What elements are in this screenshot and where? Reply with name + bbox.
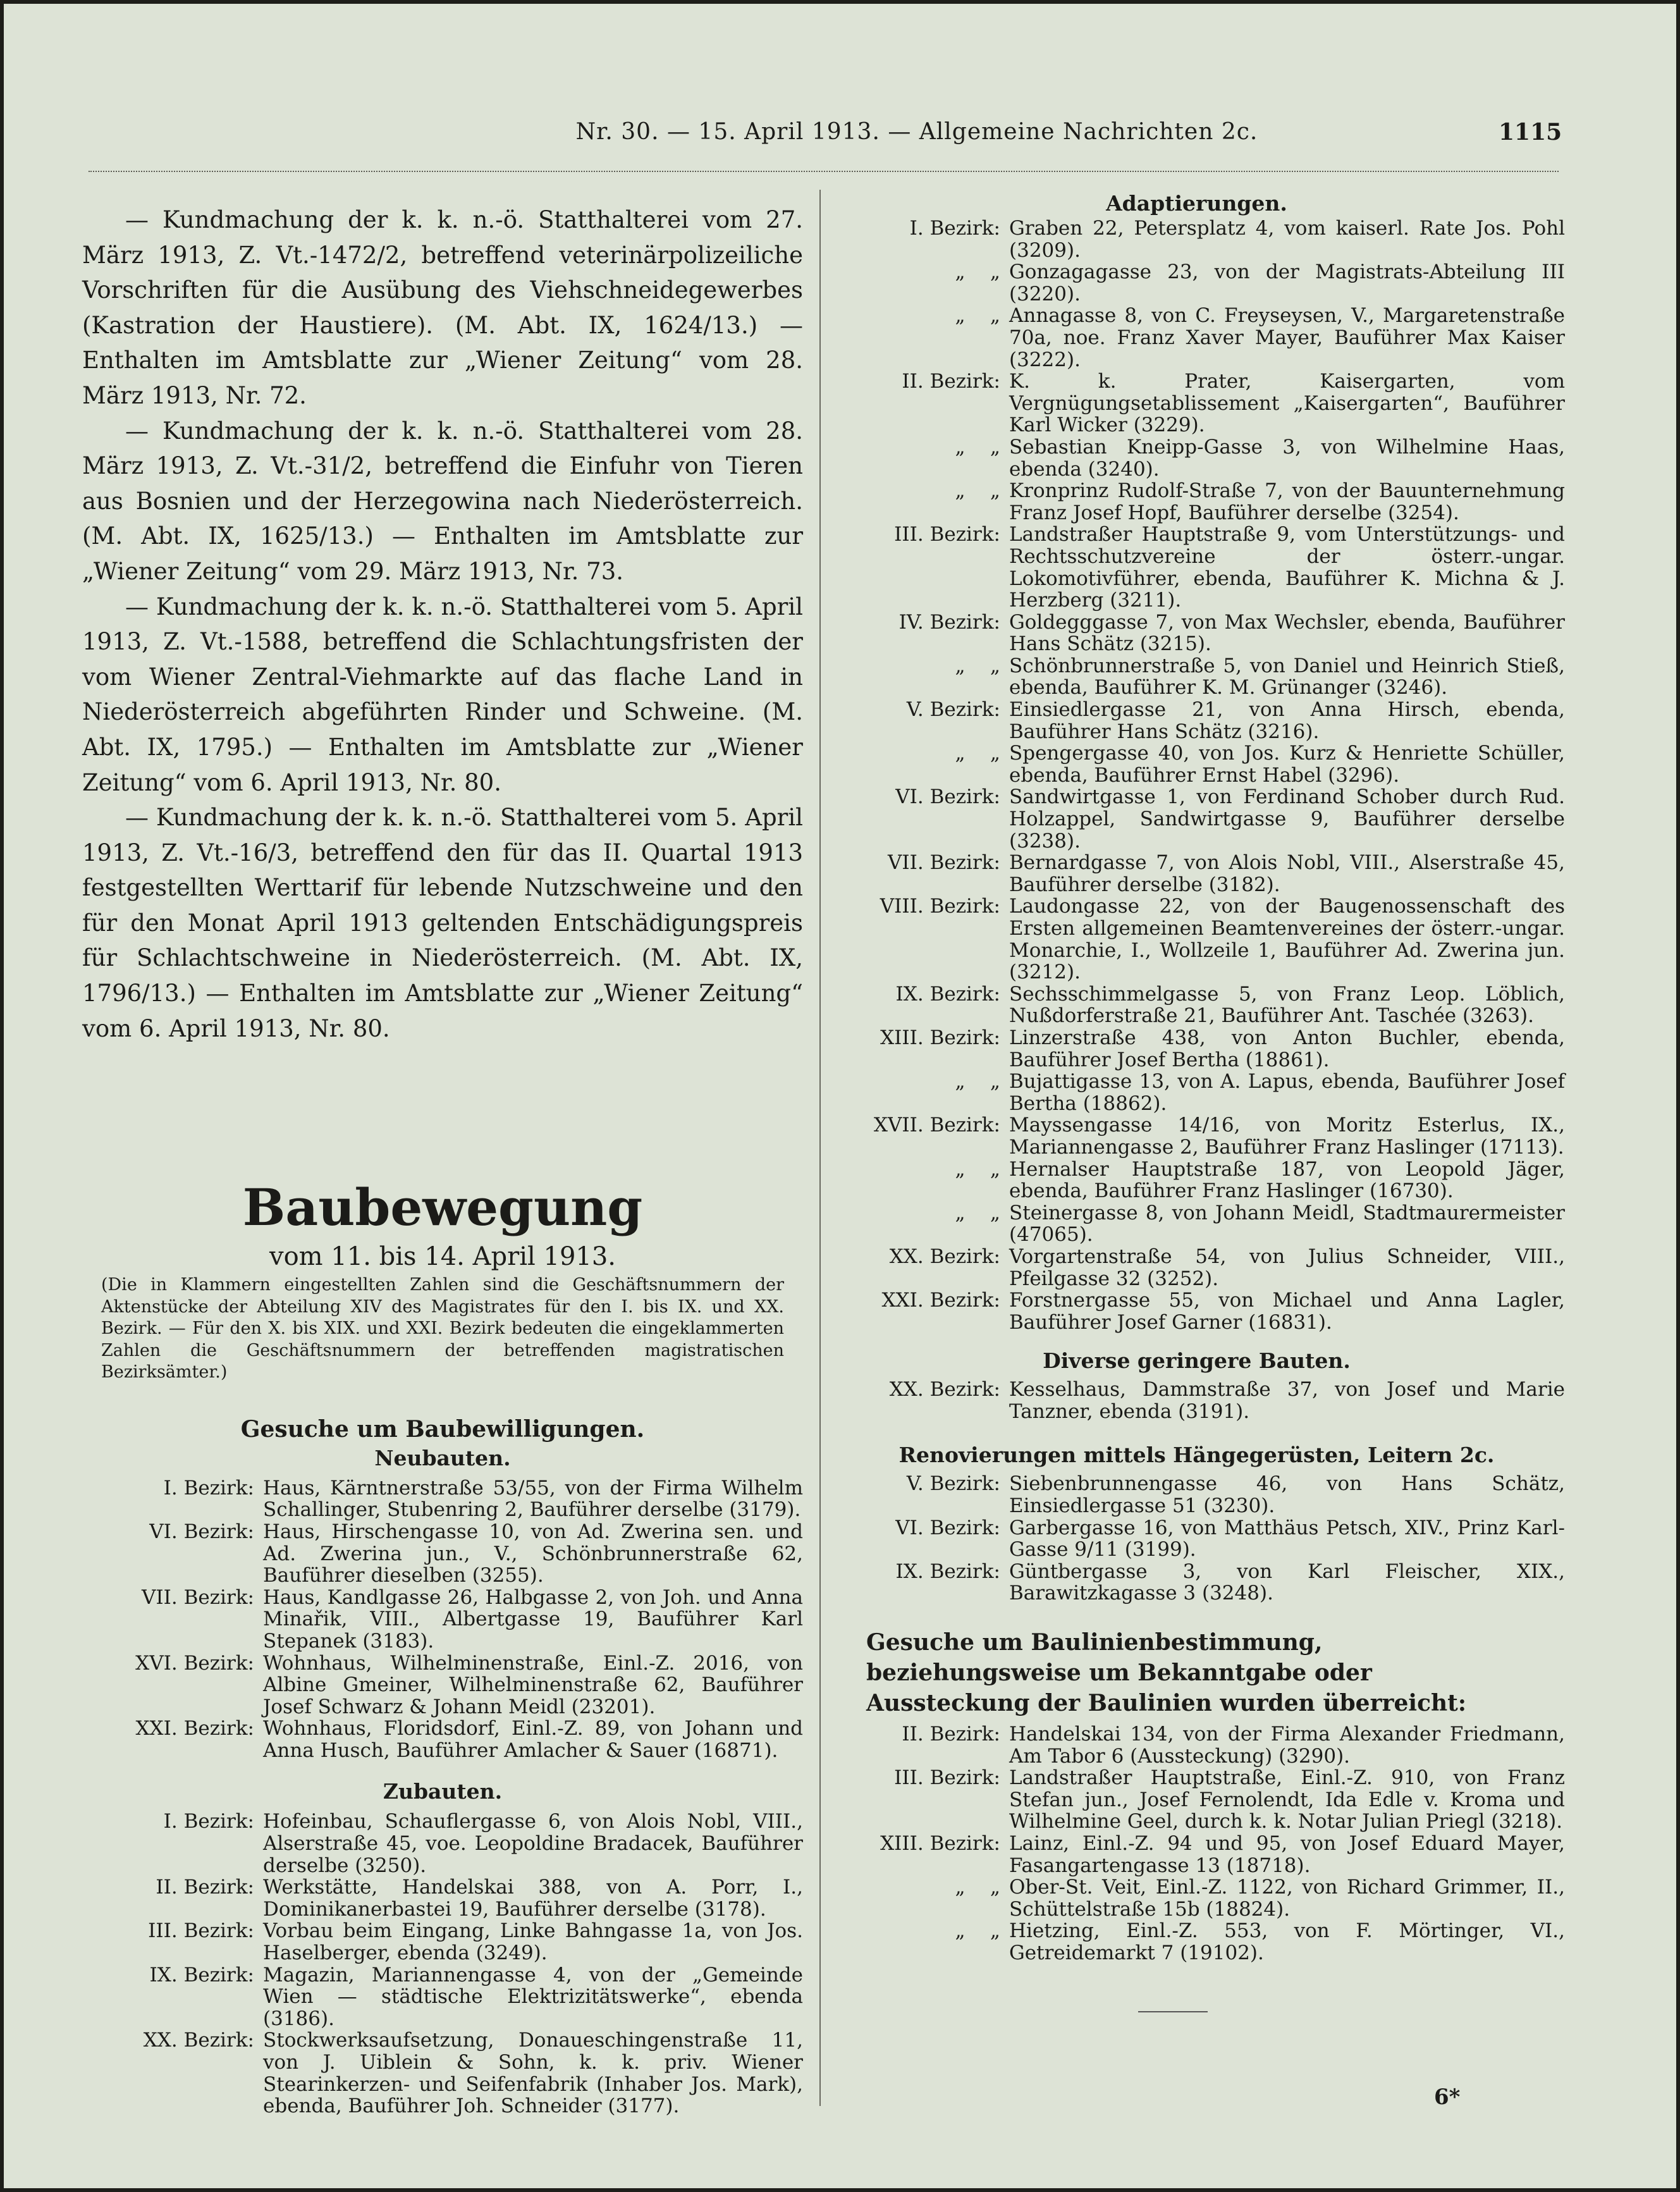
district-label: II. Bezirk: bbox=[156, 1876, 254, 1899]
neubauten-list bbox=[82, 1477, 803, 1762]
subsection-heading: Zubauten. bbox=[383, 1779, 503, 1804]
district-label: VII. Bezirk: bbox=[141, 1586, 254, 1609]
announcement-paragraph: — Kundmachung der k. k. n.-ö. Statthalterei vom 5. April 1913, Z. Vt.-1588, betreffend die Schlachtungsfristen der vom Wiener Zentral-Viehmarkte auf das flache Land in Niederösterreich abgeführten Rinder und Schweine. (M. Abt. IX, 1795.) — Enthalten im Amtsblatte zur „Wiener Zeitung“ vom 6. April 1913, Nr. 80. bbox=[82, 593, 803, 796]
entry-text: Ober-St. Veit, Einl.-Z. 1122, von Richard Grimmer, II., Schüttelstraße 15b (18824). bbox=[1009, 1876, 1565, 1921]
list-item bbox=[828, 983, 1565, 1027]
list-item bbox=[828, 480, 1565, 524]
section-title: Baubewegung bbox=[242, 1178, 643, 1238]
district-label: IV. Bezirk: bbox=[898, 610, 1000, 634]
entry-text: Hernalser Hauptstraße 187, von Leopold Jäger, ebenda, Bauführer Franz Haslinger (16730). bbox=[1009, 1157, 1565, 1203]
district-label: „ „ bbox=[955, 261, 1000, 284]
district-label: XIII. Bezirk: bbox=[880, 1026, 1000, 1049]
list-item bbox=[828, 1027, 1565, 1071]
list-item bbox=[82, 1521, 803, 1587]
entry-text: Haus, Hirschengasse 10, von Ad. Zwerina sen. und Ad. Zwerina jun., V., Schönbrunnerstraße 62, Bauführer dieselben (3255). bbox=[263, 1520, 803, 1587]
district-label: XVII. Bezirk: bbox=[873, 1114, 1000, 1137]
announcement-paragraph: — Kundmachung der k. k. n.-ö. Statthalterei vom 5. April 1913, Z. Vt.-16/3, betreffend den für das II. Quartal 1913 festgestellten Werttarif für lebende Nutzschweine und den für den Monat April 1913 geltenden Entschädigungspreis für Schlachtschweine in Niederösterreich. (M. Abt. IX, 1796/13.) — Enthalten im Amtsblatte zur „Wiener Zeitung“ vom 6. April 1913, Nr. 80. bbox=[82, 804, 803, 1042]
right-column bbox=[828, 190, 1565, 1964]
list-item bbox=[828, 436, 1565, 480]
entry-text: Lainz, Einl.-Z. 94 und 95, von Josef Eduard Mayer, Fasangartengasse 13 (18718). bbox=[1009, 1832, 1565, 1877]
running-head: Nr. 30. — 15. April 1913. — Allgemeine Nachrichten 2c. bbox=[575, 119, 1258, 145]
district-label: „ „ bbox=[955, 304, 1000, 328]
scan-edge-bottom bbox=[0, 2188, 1680, 2192]
adaptierungen-list bbox=[828, 218, 1565, 1333]
list-item bbox=[82, 1920, 803, 1964]
entry-text: Steinergasse 8, von Johann Meidl, Stadtmaurermeister (47065). bbox=[1009, 1201, 1565, 1247]
signature-mark: 6* bbox=[1434, 2084, 1461, 2110]
entry-text: Graben 22, Petersplatz 4, vom kaiserl. Rate Jos. Pohl (3209). bbox=[1009, 217, 1565, 262]
entry-text: Landstraßer Hauptstraße, Einl.-Z. 910, von Franz Stefan jun., Josef Fernolendt, Ida Edle v. Kroma und Wilhelmine Geel, durch k. k. Notar Julian Priegl (3218). bbox=[1009, 1766, 1565, 1833]
list-item bbox=[828, 1246, 1565, 1290]
list-item bbox=[828, 655, 1565, 699]
list-item bbox=[828, 612, 1565, 655]
district-label: V. Bezirk: bbox=[906, 1472, 1000, 1496]
district-label: „ „ bbox=[955, 654, 1000, 677]
list-item bbox=[828, 371, 1565, 436]
entry-text: Bujattigasse 13, von A. Lapus, ebenda, Bauführer Josef Bertha (18862). bbox=[1009, 1070, 1565, 1115]
entry-text: Garbergasse 16, von Matthäus Petsch, XIV., Prinz Karl-Gasse 9/11 (3199). bbox=[1009, 1516, 1565, 1561]
page-number: 1115 bbox=[1499, 119, 1562, 145]
list-item bbox=[82, 1587, 803, 1653]
entry-text: Siebenbrunnengasse 46, von Hans Schätz, Einsiedlergasse 51 (3230). bbox=[1009, 1472, 1565, 1518]
entry-text: Bernardgasse 7, von Alois Nobl, VIII., Alserstraße 45, Bauführer derselbe (3182). bbox=[1009, 851, 1565, 896]
district-label: XX. Bezirk: bbox=[889, 1245, 1000, 1268]
list-item bbox=[828, 218, 1565, 261]
list-item bbox=[828, 1114, 1565, 1158]
left-column bbox=[82, 202, 803, 2117]
district-label: I. Bezirk: bbox=[163, 1476, 254, 1499]
announcement-paragraph: — Kundmachung der k. k. n.-ö. Statthalterei vom 27. März 1913, Z. Vt.-1472/2, betreffend veterinärpolizeiliche Vorschriften für die Ausübung des Viehschneidegewerbes (Kastration der Haustiere). (M. Abt. IX, 1624/13.) — Enthalten im Amtsblatte zur „Wiener Zeitung“ vom 28. März 1913, Nr. 72. bbox=[82, 206, 803, 409]
district-label: III. Bezirk: bbox=[894, 523, 1000, 546]
list-item bbox=[82, 1718, 803, 1761]
district-label: „ „ bbox=[955, 1070, 1000, 1093]
district-label: V. Bezirk: bbox=[906, 698, 1000, 722]
header-rule bbox=[89, 171, 1559, 172]
entry-text: Werkstätte, Handelskai 388, von A. Porr, I., Dominikanerbastei 19, Bauführer derselbe (3178). bbox=[263, 1876, 803, 1921]
list-item bbox=[828, 1767, 1565, 1833]
entry-text: Güntbergasse 3, von Karl Fleischer, XIX., Barawitzkagasse 3 (3248). bbox=[1009, 1560, 1565, 1605]
district-label: IX. Bezirk: bbox=[149, 1963, 254, 1986]
list-item bbox=[828, 305, 1565, 371]
district-label: „ „ bbox=[955, 435, 1000, 459]
district-label: VIII. Bezirk: bbox=[880, 895, 1000, 918]
entry-text: Wohnhaus, Floridsdorf, Einl.-Z. 89, von Johann und Anna Husch, Bauführer Amlacher & Sauer (16871). bbox=[263, 1717, 803, 1762]
district-label: „ „ bbox=[955, 1157, 1000, 1181]
list-item bbox=[828, 786, 1565, 852]
entry-text: Forstnergasse 55, von Michael und Anna Lagler, Bauführer Josef Garner (16831). bbox=[1009, 1289, 1565, 1334]
list-item bbox=[82, 1477, 803, 1521]
district-label: I. Bezirk: bbox=[163, 1810, 254, 1833]
district-label: VI. Bezirk: bbox=[895, 785, 1000, 809]
entry-text: Annagasse 8, von C. Freyseysen, V., Margaretenstraße 70a, noe. Franz Xaver Mayer, Bauführer Max Kaiser (3222). bbox=[1009, 304, 1565, 371]
subsection-heading: Adaptierungen. bbox=[1106, 191, 1287, 216]
announcement-paragraph: — Kundmachung der k. k. n.-ö. Statthalterei vom 28. März 1913, Z. Vt.-31/2, betreffend die Einfuhr von Tieren aus Bosnien und der Herzegowina nach Niederösterreich. (M. Abt. IX, 1625/13.) — Enthalten im Amtsblatte zur „Wiener Zeitung“ vom 29. März 1913, Nr. 73. bbox=[82, 417, 803, 585]
entry-text: Haus, Kärntnerstraße 53/55, von der Firma Wilhelm Schallinger, Stubenring 2, Bauführer derselbe (3179). bbox=[263, 1476, 803, 1522]
subsection-heading: Neubauten. bbox=[374, 1445, 511, 1470]
list-item bbox=[828, 896, 1565, 983]
entry-text: Stockwerksaufsetzung, Donaueschingenstraße 11, von J. Uiblein & Sohn, k. k. priv. Wiener Stearinkerzen- und Seifenfabrik (Inhaber Jos. Mark), ebenda, Bauführer Joh. Schneider (3177). bbox=[263, 2029, 803, 2118]
district-label: „ „ bbox=[955, 742, 1000, 765]
list-item bbox=[828, 852, 1565, 896]
district-label: XX. Bezirk: bbox=[889, 1378, 1000, 1401]
entry-text: Goldegggasse 7, von Max Wechsler, ebenda, Bauführer Hans Schätz (3215). bbox=[1009, 610, 1565, 656]
district-label: XXI. Bezirk: bbox=[135, 1717, 254, 1740]
entry-text: Schönbrunnerstraße 5, von Daniel und Heinrich Stieß, ebenda, Bauführer K. M. Grünanger (3246). bbox=[1009, 654, 1565, 699]
list-item bbox=[828, 1202, 1565, 1246]
list-item bbox=[828, 1071, 1565, 1114]
subsection-heading: Gesuche um Baubewilligungen. bbox=[240, 1415, 645, 1443]
district-label: VI. Bezirk: bbox=[895, 1516, 1000, 1539]
list-item bbox=[828, 1723, 1565, 1767]
district-label: III. Bezirk: bbox=[148, 1919, 254, 1943]
list-item bbox=[828, 1561, 1565, 1604]
entry-text: K. k. Prater, Kaisergarten, vom Vergnügungsetablissement „Kaisergarten“, Bauführer Karl Wicker (3229). bbox=[1009, 370, 1565, 437]
list-item bbox=[828, 524, 1565, 611]
entry-text: Mayssengasse 14/16, von Moritz Esterlus, IX., Mariannengasse 2, Bauführer Franz Haslinger (17113). bbox=[1009, 1114, 1565, 1159]
section-date-range: vom 11. bis 14. April 1913. bbox=[269, 1242, 616, 1272]
list-item bbox=[828, 1290, 1565, 1333]
list-item bbox=[828, 1473, 1565, 1517]
section-note: (Die in Klammern eingestellten Zahlen sind die Geschäftsnummern der Aktenstücke der Abteilung XIV des Magistrates für den I. bis IX. und XX. Bezirk. — Für den X. bis XIX. und XXI. Bezirk bedeuten die eingeklammerten Zahlen die Geschäftsnummern der betreffenden magistratischen Bezirksämter.) bbox=[101, 1275, 784, 1382]
entry-text: Vorbau beim Eingang, Linke Bahngasse 1a, von Jos. Haselberger, ebenda (3249). bbox=[263, 1919, 803, 1965]
district-label: XVI. Bezirk: bbox=[135, 1651, 254, 1675]
baulinien-list bbox=[828, 1723, 1565, 1964]
district-label: I. Bezirk: bbox=[909, 217, 1000, 240]
list-item bbox=[828, 1379, 1565, 1422]
entry-text: Gonzagagasse 23, von der Magistrats-Abteilung III (3220). bbox=[1009, 261, 1565, 305]
district-label: „ „ bbox=[955, 1876, 1000, 1899]
list-item bbox=[82, 2029, 803, 2117]
entry-text: Einsiedlergasse 21, von Anna Hirsch, ebenda, Bauführer Hans Schätz (3216). bbox=[1009, 698, 1565, 743]
district-label: „ „ bbox=[955, 479, 1000, 503]
diverse-list bbox=[828, 1379, 1565, 1422]
entry-text: Magazin, Mariannengasse 4, von der „Gemeinde Wien — städtische Elektrizitätswerke“, ebenda (3186). bbox=[263, 1963, 803, 2030]
entry-text: Sandwirtgasse 1, von Ferdinand Schober durch Rud. Holzappel, Sandwirtgasse 9, Bauführer derselbe (3238). bbox=[1009, 785, 1565, 853]
scan-edge-right bbox=[1676, 0, 1680, 2192]
entry-text: Handelskai 134, von der Firma Alexander Friedmann, Am Tabor 6 (Aussteckung) (3290). bbox=[1009, 1723, 1565, 1768]
entry-text: Hietzing, Einl.-Z. 553, von F. Mörtinger, VI., Getreidemarkt 7 (19102). bbox=[1009, 1919, 1565, 1964]
district-label: III. Bezirk: bbox=[894, 1766, 1000, 1790]
subsection-heading: Renovierungen mittels Hängegerüsten, Leitern 2c. bbox=[898, 1443, 1495, 1468]
district-label: „ „ bbox=[955, 1919, 1000, 1943]
list-item bbox=[828, 1517, 1565, 1561]
list-item bbox=[828, 1876, 1565, 1920]
subsection-heading: Gesuche um Baulinienbestimmung, beziehungsweise um Bekanntgabe oder Aussteckung der Baulinien wurden überreicht: bbox=[866, 1629, 1467, 1717]
subsection-heading: Diverse geringere Bauten. bbox=[1043, 1348, 1351, 1374]
entry-text: Vorgartenstraße 54, von Julius Schneider, VIII., Pfeilgasse 32 (3252). bbox=[1009, 1245, 1565, 1290]
entry-text: Sebastian Kneipp-Gasse 3, von Wilhelmine Haas, ebenda (3240). bbox=[1009, 435, 1565, 481]
district-label: IX. Bezirk: bbox=[895, 1560, 1000, 1583]
scan-edge-left bbox=[0, 0, 4, 2192]
district-label: XX. Bezirk: bbox=[143, 2029, 254, 2052]
entry-text: Haus, Kandlgasse 26, Halbgasse 2, von Joh. und Anna Minařik, VIII., Albertgasse 19, Bauführer Karl Stepanek (3183). bbox=[263, 1586, 803, 1653]
list-item bbox=[828, 1833, 1565, 1876]
column-divider bbox=[819, 190, 821, 2106]
entry-text: Hofeinbau, Schauflergasse 6, von Alois Nobl, VIII., Alserstraße 45, voe. Leopoldine Bradacek, Bauführer derselbe (3250). bbox=[263, 1810, 803, 1877]
list-item bbox=[828, 261, 1565, 305]
district-label: II. Bezirk: bbox=[902, 1723, 1000, 1746]
district-label: IX. Bezirk: bbox=[895, 982, 1000, 1006]
list-item bbox=[82, 1653, 803, 1718]
list-item bbox=[82, 1876, 803, 1920]
closing-rule bbox=[1138, 2011, 1208, 2012]
list-item bbox=[828, 699, 1565, 742]
list-item bbox=[828, 1920, 1565, 1964]
list-item bbox=[82, 1964, 803, 2030]
entry-text: Landstraßer Hauptstraße 9, vom Unterstützungs- und Rechtsschutzvereine der österr.-ungar. Lokomotivführer, ebenda, Bauführer K. Michna & J. Herzberg (3211). bbox=[1009, 523, 1565, 612]
zubauten-list bbox=[82, 1811, 803, 2117]
district-label: „ „ bbox=[955, 1201, 1000, 1224]
district-label: XXI. Bezirk: bbox=[881, 1289, 1000, 1312]
entry-text: Linzerstraße 438, von Anton Buchler, ebenda, Bauführer Josef Bertha (18861). bbox=[1009, 1026, 1565, 1071]
scan-edge-top bbox=[0, 0, 1680, 4]
list-item bbox=[828, 742, 1565, 786]
district-label: XIII. Bezirk: bbox=[880, 1832, 1000, 1855]
entry-text: Sechsschimmelgasse 5, von Franz Leop. Löblich, Nußdorferstraße 21, Bauführer Ant. Taschée (3263). bbox=[1009, 982, 1565, 1028]
entry-text: Kronprinz Rudolf-Straße 7, von der Bauunternehmung Franz Josef Hopf, Bauführer derselbe (3254). bbox=[1009, 479, 1565, 524]
entry-text: Laudongasse 22, von der Baugenossenschaft des Ersten allgemeinen Beamtenvereines der österr.-ungar. Monarchie, I., Wollzeile 1, Bauführer Ad. Zwerina jun. (3212). bbox=[1009, 895, 1565, 984]
entry-text: Wohnhaus, Wilhelminenstraße, Einl.-Z. 2016, von Albine Gmeiner, Wilhelminenstraße 62, Bauführer Josef Schwarz & Johann Meidl (23201). bbox=[263, 1651, 803, 1718]
renovierungen-list bbox=[828, 1473, 1565, 1604]
district-label: VI. Bezirk: bbox=[149, 1520, 254, 1543]
entry-text: Kesselhaus, Dammstraße 37, von Josef und Marie Tanzner, ebenda (3191). bbox=[1009, 1378, 1565, 1423]
list-item bbox=[828, 1159, 1565, 1202]
list-item bbox=[82, 1811, 803, 1876]
district-label: VII. Bezirk: bbox=[887, 851, 1000, 875]
district-label: II. Bezirk: bbox=[902, 370, 1000, 393]
entry-text: Spengergasse 40, von Jos. Kurz & Henriette Schüller, ebenda, Bauführer Ernst Habel (3296). bbox=[1009, 742, 1565, 787]
